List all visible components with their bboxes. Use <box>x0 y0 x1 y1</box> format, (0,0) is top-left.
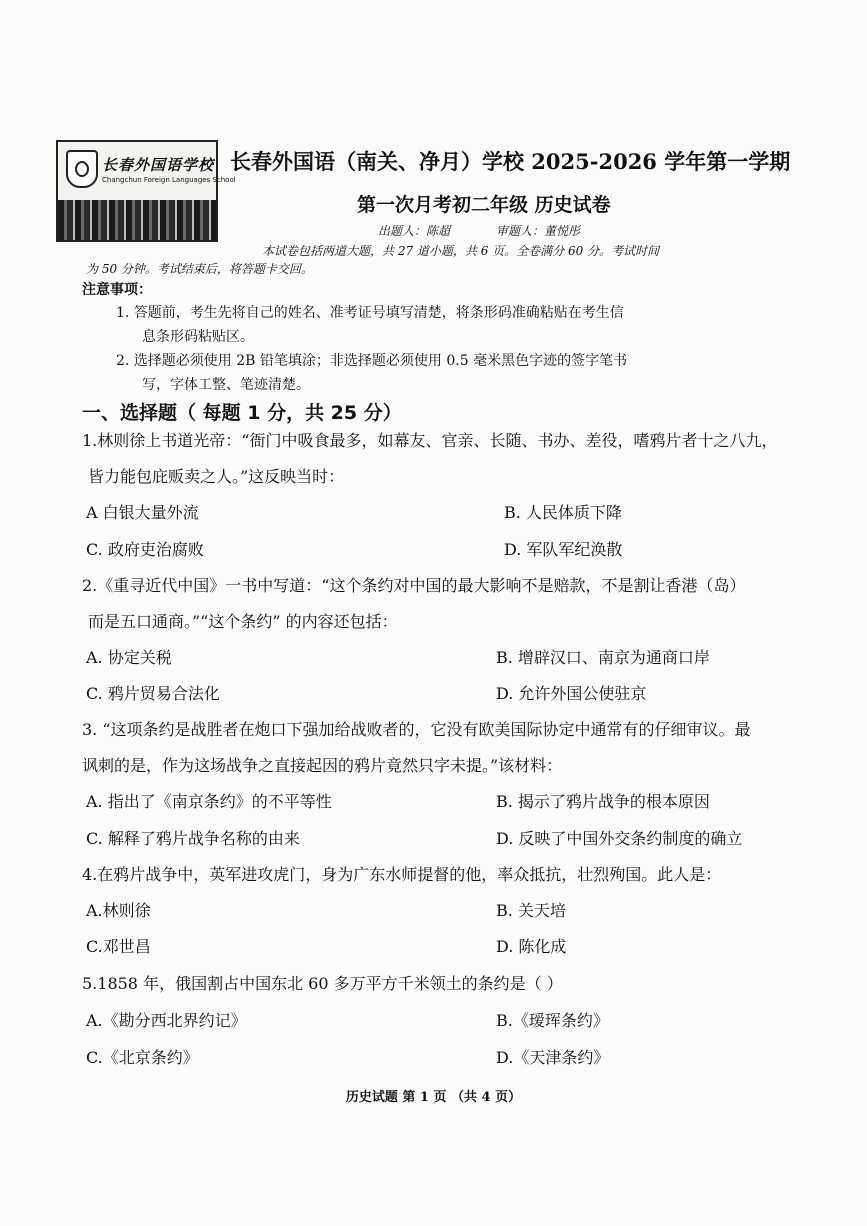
notice-heading: 注意事项： <box>82 282 152 298</box>
notice-item2-line1: 2. 选择题必须使用 2B 铅笔填涂；非选择题必须使用 0.5 毫米黑色字迹的签字笔书 <box>116 353 628 369</box>
exam-title-line1: 长春外国语（南关、净月）学校 2025-2026 学年第一学期 <box>230 149 791 174</box>
notice-item1-line2: 息条形码粘贴区。 <box>142 329 254 345</box>
section-heading: 一、选择题（ 每题 1 分，共 25 分） <box>82 402 402 424</box>
question-2-option-c: C. 鸦片贸易合法化 <box>86 684 220 703</box>
reviewer-name: 审题人：董悦彤 <box>496 224 581 238</box>
question-5-option-d: D.《天津条约》 <box>496 1048 610 1067</box>
question-2-option-b: B. 增辟汉口、南京为通商口岸 <box>496 648 710 667</box>
notice-item2-line2: 写，字体工整、笔迹清楚。 <box>142 377 310 393</box>
question-3-option-c: C. 解释了鸦片战争名称的由来 <box>86 829 300 848</box>
question-3-option-b: B. 揭示了鸦片战争的根本原因 <box>496 792 710 811</box>
exam-title-line2: 第一次月考初二年级 历史试卷 <box>357 194 611 216</box>
question-2-option-d: D. 允许外国公使驻京 <box>496 684 647 703</box>
logo-school-english: Changchun Foreign Languages School <box>102 176 236 184</box>
question-4-option-d: D. 陈化成 <box>496 937 567 956</box>
question-5-option-b: B.《瑷珲条约》 <box>496 1011 609 1030</box>
intro-line2: 为 50 分钟。考试结束后，将答题卡交回。 <box>86 262 313 276</box>
question-4-option-b: B. 关天培 <box>496 901 566 920</box>
setter-name: 出题人：陈超 <box>378 224 451 238</box>
question-2-option-a: A. 协定关税 <box>86 648 172 667</box>
question-1-stem-line1: 1.林则徐上书道光帝：“衙门中吸食最多，如幕友、官亲、长随、书办、差役，嗜鸦片者十之八九， <box>82 431 778 450</box>
notice-item1-line1: 1. 答题前，考生先将自己的姓名、准考证号填写清楚，将条形码准确粘贴在考生信 <box>116 305 624 321</box>
question-5-option-a: A.《勘分西北界约记》 <box>86 1011 247 1030</box>
question-5-option-c: C.《北京条约》 <box>86 1048 199 1067</box>
question-3-stem-line1: 3. “这项条约是战胜者在炮口下强加给战败者的，它没有欧美国际协定中通常有的仔细审议。最 <box>82 720 751 739</box>
question-5-stem-line1: 5.1858 年，俄国割占中国东北 60 多万平方千米领土的条约是（ ） <box>82 974 563 993</box>
question-2-stem-line2: 而是五口通商。”“这个条约” 的内容还包括： <box>88 612 398 631</box>
question-1-option-b: B. 人民体质下降 <box>504 503 622 522</box>
question-4-option-c: C.邓世昌 <box>86 937 151 956</box>
barcode-band <box>58 200 216 240</box>
intro-line1: 本试卷包括两道大题，共 27 道小题，共 6 页。全卷满分 60 分。考试时间 <box>262 244 660 258</box>
school-logo <box>56 140 236 242</box>
logo-school-name: 长春外国语学校 <box>102 156 215 174</box>
question-1-stem-line2: 皆力能包庇贩卖之人。”这反映当时： <box>88 467 345 486</box>
question-1-option-a: A 白银大量外流 <box>86 503 199 522</box>
school-crest-icon <box>66 150 98 188</box>
setter-info <box>378 222 580 239</box>
question-3-stem-line2: 讽刺的是，作为这场战争之直接起因的鸦片竟然只字未提。”该材料： <box>82 756 563 775</box>
question-3-option-d: D. 反映了中国外交条约制度的确立 <box>496 829 743 848</box>
question-1-option-c: C. 政府吏治腐败 <box>86 540 204 559</box>
question-4-option-a: A.林则徐 <box>86 901 151 920</box>
question-1-option-d: D. 军队军纪涣散 <box>504 540 623 559</box>
question-3-option-a: A. 指出了《南京条约》的不平等性 <box>86 792 332 811</box>
question-4-stem-line1: 4.在鸦片战争中，英军进攻虎门，身为广东水师提督的他，率众抵抗，壮烈殉国。此人是： <box>82 865 722 884</box>
question-2-stem-line1: 2.《重寻近代中国》一书中写道：“这个条约对中国的最大影响不是赔款，不是割让香港（岛） <box>82 576 746 595</box>
page-footer: 历史试题 第 1 页 （共 4 页） <box>345 1090 522 1105</box>
